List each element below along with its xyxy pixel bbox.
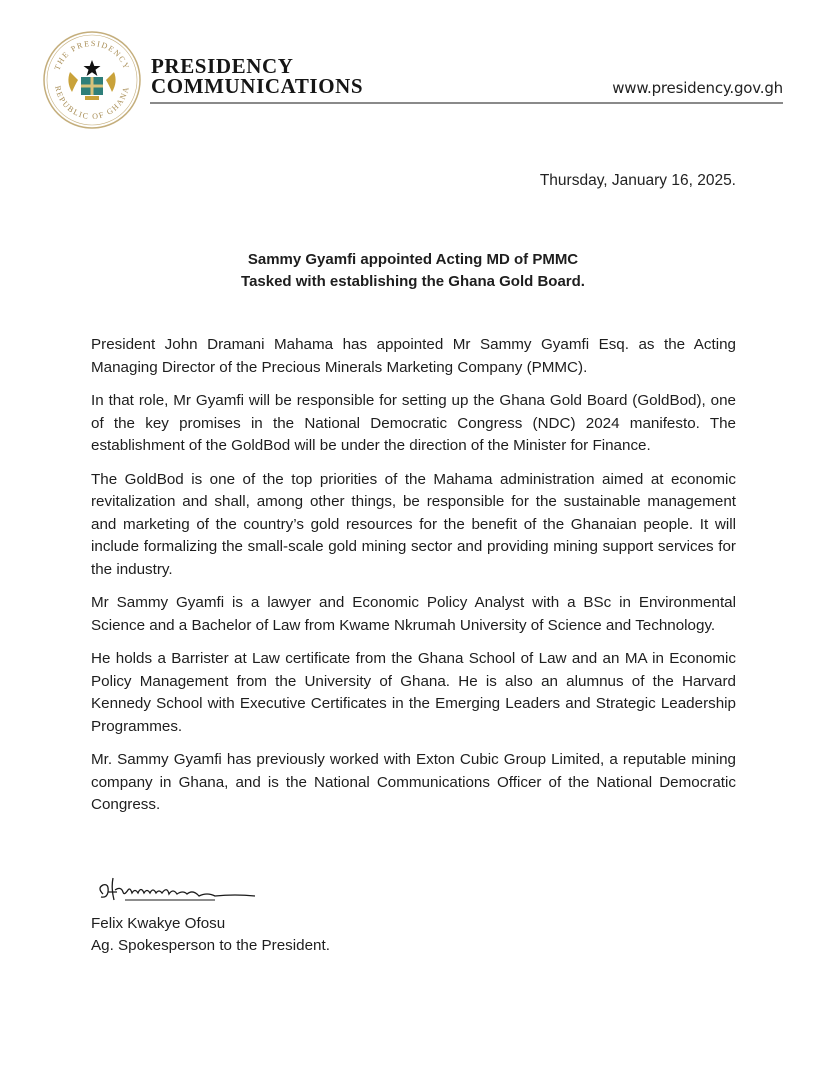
- body-paragraph: Mr. Sammy Gyamfi has previously worked with Exton Cubic Group Limited, a reputable mining company in Ghana, and is the National Communications Officer of the National Democratic Congress.: [91, 751, 736, 813]
- press-release-body: [91, 334, 736, 828]
- body-paragraph: President John Dramani Mahama has appointed Mr Sammy Gyamfi Esq. as the Acting Managing Director of the Precious Minerals Marketing Company (PMMC).: [91, 336, 736, 376]
- body-paragraph: He holds a Barrister at Law certificate from the Ghana School of Law and an MA in Economic Policy Management from the University of Ghana. He is also an alumnus of the Harvard Kennedy School with Executive Certificates in the Emerging Leaders and Strategic Leadership Programmes.: [91, 650, 736, 735]
- signer-name: Felix Kwakye Ofosu: [91, 915, 226, 932]
- body-paragraph: Mr Sammy Gyamfi is a lawyer and Economic Policy Analyst with a BSc in Environmental Science and a Bachelor of Law from Kwame Nkrumah University of Science and Technology.: [91, 594, 736, 634]
- press-release-headline: [0, 249, 826, 293]
- svg-text:THE PRESIDENCY: THE PRESIDENCY: [52, 38, 132, 72]
- brand-line-communications: COMMUNICATIONS: [151, 74, 364, 98]
- signer-title: Ag. Spokesperson to the President.: [91, 937, 330, 954]
- body-paragraph: The GoldBod is one of the top priorities of the Mahama administration aimed at economic revitalization and shall, among other things, be responsible for the sustainable management and marketing of the country’s gold resources for the benefit of the Ghanaian people. It will include formalizing the small-scale gold mining sector and providing mining support services for the industry.: [91, 470, 736, 578]
- website-link[interactable]: www.presidency.gov.gh: [612, 79, 783, 97]
- body-paragraph: In that role, Mr Gyamfi will be responsible for setting up the Ghana Gold Board (GoldBod), one of the key promises in the National Democratic Congress (NDC) 2024 manifesto. The establishment of the GoldBod will be under the direction of the Minister for Finance.: [91, 392, 736, 454]
- headline-line-1: Sammy Gyamfi appointed Acting MD of PMMC: [247, 251, 579, 268]
- release-date: Thursday, January 16, 2025.: [539, 172, 736, 189]
- brand-title: [151, 56, 363, 96]
- presidency-seal-icon: [42, 30, 142, 130]
- signoff-block: [91, 913, 330, 957]
- header-divider: [150, 102, 783, 104]
- signature-icon: [95, 872, 265, 912]
- svg-text:REPUBLIC OF GHANA: REPUBLIC OF GHANA: [53, 84, 131, 122]
- brand-line-presidency: PRESIDENCY: [151, 54, 294, 78]
- headline-line-2: Tasked with establishing the Ghana Gold Board.: [241, 273, 585, 290]
